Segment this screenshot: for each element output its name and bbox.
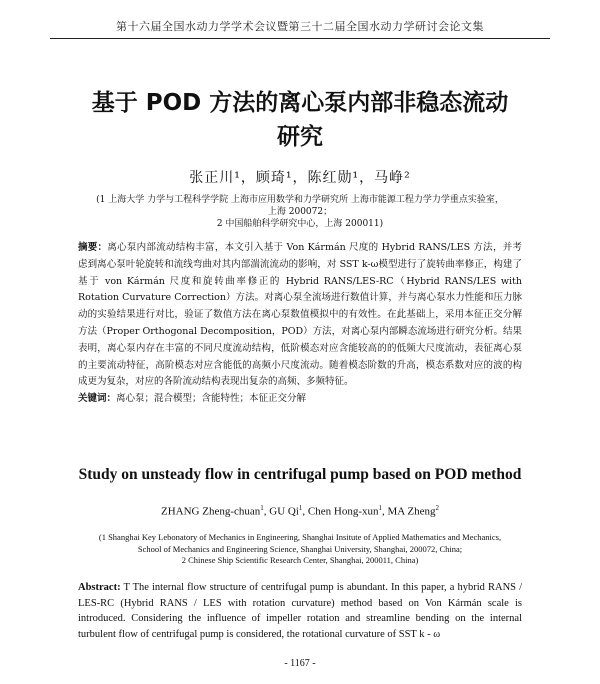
english-author-2: GU Qi bbox=[269, 505, 299, 518]
chinese-affiliation bbox=[60, 194, 540, 230]
english-abstract-text: T The internal flow structure of centrifugal pump is abundant. In this paper, a hybrid RANS / LES-RC (Hybrid RANS / LES with rotation curvature) method based on Von Kármán scale is introduced. Considering the influence of impeller rotation and streamline bending on the internal turbulent flow of centrifugal pump is considered, the rotational curvature of SST k - ω bbox=[78, 582, 523, 640]
english-author-4-sup: 2 bbox=[435, 504, 439, 512]
english-author-1: ZHANG Zheng-chuan bbox=[161, 505, 261, 518]
running-header: 第十六届全国水动力学学术会议暨第三十二届全国水动力学研讨会论文集 bbox=[116, 20, 484, 33]
chinese-title bbox=[70, 86, 530, 154]
chinese-title-line-1: 基于 POD 方法的离心泵内部非稳态流动 bbox=[91, 90, 509, 116]
english-authors: ZHANG Zheng-chuan$^1$, GU Qi$^1$, Chen Hong-xun$^1$, MA Zheng$^2$ bbox=[161, 504, 439, 518]
english-abstract-label: Abstract: bbox=[78, 582, 121, 593]
page-number: - 1167 - bbox=[284, 658, 316, 669]
chinese-title-line-2: 研究 bbox=[277, 124, 323, 150]
chinese-abstract-text: 离心泵内部流动结构丰富，本文引入基于 Von Kármán 尺度的 Hybrid RANS/LES 方法，并考虑到离心泵叶轮旋转和流线弯曲对其内部湍流流动的影响，对 SST k-ω模型进行了旋转曲率修正，构建了基于 von Kármán 尺度和旋转曲率修正的 Hybrid RANS/LES-RC（Hybrid RANS/LES with Rotation Curvature Correction）方法。对离心泵全流场进行数值计算，并与离心泵水力性能和压力脉动的实验结果进行对比，验证了数值方法在离心泵数值模拟中的有效性。在此基础上，采用本征正交分解方法（Proper Orthogonal Decomposition，POD）方法，对离心泵内部瞬态流场进行研究分析。结果表明，离心泵内存在丰富的不同尺度流动结构，低阶模态对应含能较高的的低频大尺度流动，表征离心泵的主要流动特征，高阶模态对应含能低的高频小尺度流动。随着模态阶数的升高，模态系数对应的波的构成更为复杂，对应的各阶流动结构表现出复杂的高频、多频特征。 bbox=[78, 242, 522, 388]
english-affiliation bbox=[70, 532, 530, 567]
english-author-2-sup: 1 bbox=[298, 504, 303, 512]
chinese-affiliation-line-2: 上海 200072； bbox=[267, 207, 333, 217]
english-author-4: MA Zheng bbox=[387, 505, 436, 518]
english-author-3-sup: 1 bbox=[378, 504, 382, 512]
english-affiliation-line-3: 2 Chinese Ship Scientific Research Center, Shanghai, 200011, China) bbox=[181, 555, 419, 565]
header-rule bbox=[50, 38, 550, 39]
chinese-abstract bbox=[78, 240, 522, 408]
english-affiliation-line-1: (1 Shanghai Key Lebonatory of Mechanics in Engineering, Shanghai Insitute of Applied Mathematics and Mechanics, bbox=[98, 532, 502, 542]
english-author-3: Chen Hong-xun bbox=[307, 505, 379, 518]
english-affiliation-line-2: School of Mechanics and Engineering Science, Shanghai University, Shanghai, 200072, China; bbox=[137, 543, 463, 554]
chinese-abstract-label: 摘要： bbox=[78, 242, 108, 253]
chinese-affiliation-line-3: 2 中国船舶科学研究中心，上海 200011) bbox=[216, 219, 384, 229]
english-author-1-sup: 1 bbox=[260, 504, 264, 512]
english-abstract bbox=[78, 580, 522, 642]
chinese-keywords-text: 离心泵；混合模型；含能特性；本征正交分解 bbox=[116, 393, 307, 405]
chinese-keywords-label: 关键词： bbox=[78, 393, 117, 405]
english-title: Study on unsteady flow in centrifugal pump based on POD method bbox=[78, 466, 522, 483]
chinese-keywords bbox=[78, 391, 522, 408]
chinese-affiliation-line-1: (1 上海大学 力学与工程科学学院 上海市应用数学和力学研究所 上海市能源工程力学力学重点实验室， bbox=[96, 195, 504, 205]
chinese-authors: 张正川¹，顾琦¹，陈红勋¹，马峥² bbox=[189, 170, 411, 186]
